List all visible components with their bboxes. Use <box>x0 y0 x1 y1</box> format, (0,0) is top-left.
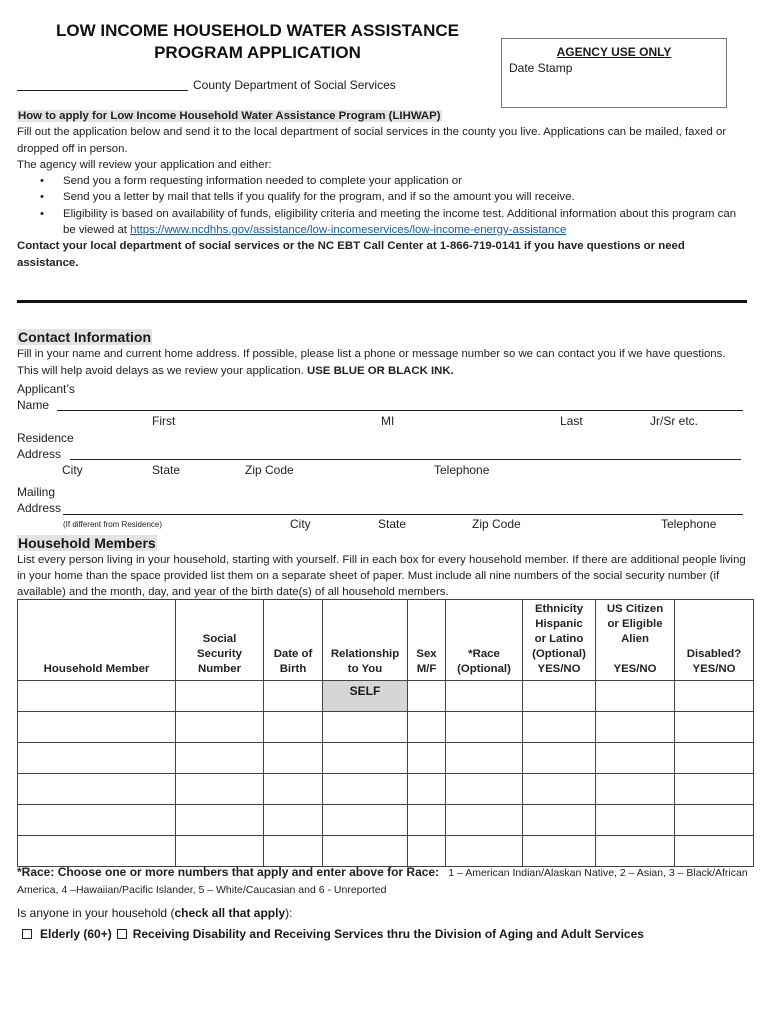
table-row <box>18 712 754 743</box>
mailing-telephone-label: Telephone <box>661 517 717 531</box>
agency-actions-list <box>17 173 747 238</box>
race-cell[interactable] <box>446 774 523 805</box>
col-ethnicity: Ethnicity Hispanic or Latino (Optional) YES/NO <box>523 600 596 681</box>
ink-note: USE BLUE OR BLACK INK. <box>306 364 454 377</box>
member-cell[interactable] <box>18 774 176 805</box>
residence-zip-label: Zip Code <box>245 463 294 477</box>
col-citizen: US Citizen or Eligible Alien YES/NO <box>596 600 675 681</box>
contact-intro: Fill in your name and current home address. If possible, please list a phone or message number so we can contact you if we have questions. This will help avoid delays as we review your application. USE BLUE OR BLACK INK. <box>17 348 726 377</box>
sex-cell[interactable] <box>408 805 446 836</box>
how-to-apply-section <box>17 108 747 271</box>
col-race: *Race (Optional) <box>446 600 523 681</box>
member-cell[interactable] <box>18 743 176 774</box>
table-header-row <box>18 600 754 681</box>
race-note <box>17 864 753 899</box>
relationship-cell[interactable] <box>323 836 408 867</box>
county-input-line[interactable] <box>17 90 188 91</box>
col-sex: Sex M/F <box>408 600 446 681</box>
ssn-cell[interactable] <box>176 681 264 712</box>
citizen-cell[interactable] <box>596 805 675 836</box>
household-heading: Household Members <box>18 535 156 551</box>
table-row <box>18 805 754 836</box>
dob-cell[interactable] <box>264 681 323 712</box>
race-note-heading: *Race: Choose one or more numbers that apply and enter above for Race: <box>17 865 440 879</box>
sex-cell[interactable] <box>408 743 446 774</box>
ethnicity-cell[interactable] <box>523 774 596 805</box>
citizen-cell[interactable] <box>596 712 675 743</box>
mailing-address-input[interactable] <box>63 514 743 515</box>
disabled-cell[interactable] <box>675 743 754 774</box>
citizen-cell[interactable] <box>596 774 675 805</box>
list-item: • Send you a form requesting information needed to complete your application or <box>40 175 462 188</box>
race-cell[interactable] <box>446 743 523 774</box>
ssn-cell[interactable] <box>176 805 264 836</box>
residence-address-input[interactable] <box>70 459 741 460</box>
ssn-cell[interactable] <box>176 836 264 867</box>
sex-cell[interactable] <box>408 681 446 712</box>
mi-label: MI <box>381 414 395 428</box>
race-cell[interactable] <box>446 805 523 836</box>
last-name-label: Last <box>560 414 583 428</box>
mailing-state-label: State <box>378 517 407 531</box>
self-cell: SELF <box>323 681 408 712</box>
residence-city-label: City <box>62 463 83 477</box>
if-different-note: (If different from Residence) <box>63 520 163 529</box>
ethnicity-cell[interactable] <box>523 805 596 836</box>
col-disabled: Disabled? YES/NO <box>675 600 754 681</box>
section-divider <box>17 300 747 303</box>
ssn-cell[interactable] <box>176 743 264 774</box>
race-options: 1 – American Indian/Alaskan Native, 2 – Asian, 3 – Black/African America, 4 –Hawaiian/Pacific Islander, 5 – White/Caucasian and 6 - Unreported <box>17 867 748 896</box>
contact-note: Contact your local department of social services or the NC EBT Call Center at 1-866-719-0141 if you have questions or need assistance. <box>17 240 685 269</box>
relationship-cell[interactable] <box>323 712 408 743</box>
race-cell[interactable] <box>446 681 523 712</box>
list-item: • Send you a letter by mail that tells if you qualify for the program, and if so the amount you will receive. <box>40 191 575 204</box>
residence-state-label: State <box>152 463 181 477</box>
ethnicity-cell[interactable] <box>523 743 596 774</box>
race-cell[interactable] <box>446 836 523 867</box>
dob-cell[interactable] <box>264 805 323 836</box>
citizen-cell[interactable] <box>596 681 675 712</box>
member-cell[interactable] <box>18 836 176 867</box>
date-stamp-label: Date Stamp <box>509 61 573 75</box>
disabled-cell[interactable] <box>675 774 754 805</box>
disabled-cell[interactable] <box>675 712 754 743</box>
disability-label: Receiving Disability and Receiving Services thru the Division of Aging and Adult Services <box>132 927 644 941</box>
applicant-name-label: Applicant’s Name <box>17 382 75 412</box>
ethnicity-cell[interactable] <box>523 836 596 867</box>
col-relationship: Relationship to You <box>323 600 408 681</box>
first-name-label: First <box>152 414 176 428</box>
mailing-city-label: City <box>290 517 311 531</box>
agency-use-label: AGENCY USE ONLY <box>556 45 672 59</box>
applicant-name-input[interactable] <box>57 410 743 411</box>
list-item: • Eligibility is based on availability of funds, eligibility criteria and meeting the income test. Additional information about this program can be viewed at https://www.ncdhhs.gov/assistance/low-incomeservices/low-income-energy-assistance <box>40 207 737 237</box>
residence-address-label: Residence Address <box>17 431 74 461</box>
relationship-cell[interactable] <box>323 774 408 805</box>
disabled-cell[interactable] <box>675 805 754 836</box>
household-table <box>17 599 754 867</box>
household-question: Is anyone in your household (check all that apply): <box>17 906 293 920</box>
county-label: County Department of Social Services <box>193 78 396 92</box>
relationship-cell[interactable] <box>323 805 408 836</box>
dob-cell[interactable] <box>264 774 323 805</box>
suffix-label: Jr/Sr etc. <box>650 414 699 428</box>
col-household-member: Household Member <box>18 600 176 681</box>
dob-cell[interactable] <box>264 743 323 774</box>
sex-cell[interactable] <box>408 836 446 867</box>
ssn-cell[interactable] <box>176 774 264 805</box>
sex-cell[interactable] <box>408 712 446 743</box>
mailing-address-label: Mailing Address <box>17 485 62 515</box>
dob-cell[interactable] <box>264 836 323 867</box>
ethnicity-cell[interactable] <box>523 681 596 712</box>
how-to-apply-heading: How to apply for Low Income Household Water Assistance Program (LIHWAP) <box>18 110 441 122</box>
col-dob: Date of Birth <box>264 600 323 681</box>
table-row <box>18 836 754 867</box>
elderly-checkbox[interactable] <box>22 929 32 939</box>
household-checks <box>22 927 644 941</box>
disabled-cell[interactable] <box>675 681 754 712</box>
household-intro: List every person living in your household, starting with yourself. Fill in each box for every household member. If there are additional people living in your home than the space provided list them on a separate sheet of paper. Must include all nine numbers of the social security number (if available) and the month, day, and year of the birth date(s) of all household members. <box>17 554 746 598</box>
table-row <box>18 774 754 805</box>
citizen-cell[interactable] <box>596 836 675 867</box>
how-to-apply-para1: Fill out the application below and send it to the local department of social services in the county you live. Applications can be mailed, faxed or dropped off in person. <box>17 126 727 155</box>
form-title: LOW INCOME HOUSEHOLD WATER ASSISTANCE PROGRAM APPLICATION <box>56 21 459 62</box>
how-to-apply-para2: The agency will review your application and either: <box>17 158 272 171</box>
table-row <box>18 743 754 774</box>
relationship-cell[interactable] <box>323 743 408 774</box>
agency-use-box <box>501 38 727 108</box>
citizen-cell[interactable] <box>596 743 675 774</box>
elderly-label: Elderly (60+) <box>40 927 112 941</box>
member-cell[interactable] <box>18 805 176 836</box>
member-cell[interactable] <box>18 712 176 743</box>
mailing-zip-label: Zip Code <box>472 517 521 531</box>
dob-cell[interactable] <box>264 712 323 743</box>
sex-cell[interactable] <box>408 774 446 805</box>
residence-telephone-label: Telephone <box>434 463 490 477</box>
disabled-cell[interactable] <box>675 836 754 867</box>
ethnicity-cell[interactable] <box>523 712 596 743</box>
member-cell[interactable] <box>18 681 176 712</box>
ncdhhs-link[interactable]: https://www.ncdhhs.gov/assistance/low-incomeservices/low-income-energy-assistance <box>130 224 567 237</box>
col-ssn: Social Security Number <box>176 600 264 681</box>
disability-checkbox[interactable] <box>117 929 127 939</box>
ssn-cell[interactable] <box>176 712 264 743</box>
table-row <box>18 681 754 712</box>
race-cell[interactable] <box>446 712 523 743</box>
contact-heading: Contact Information <box>18 329 151 345</box>
